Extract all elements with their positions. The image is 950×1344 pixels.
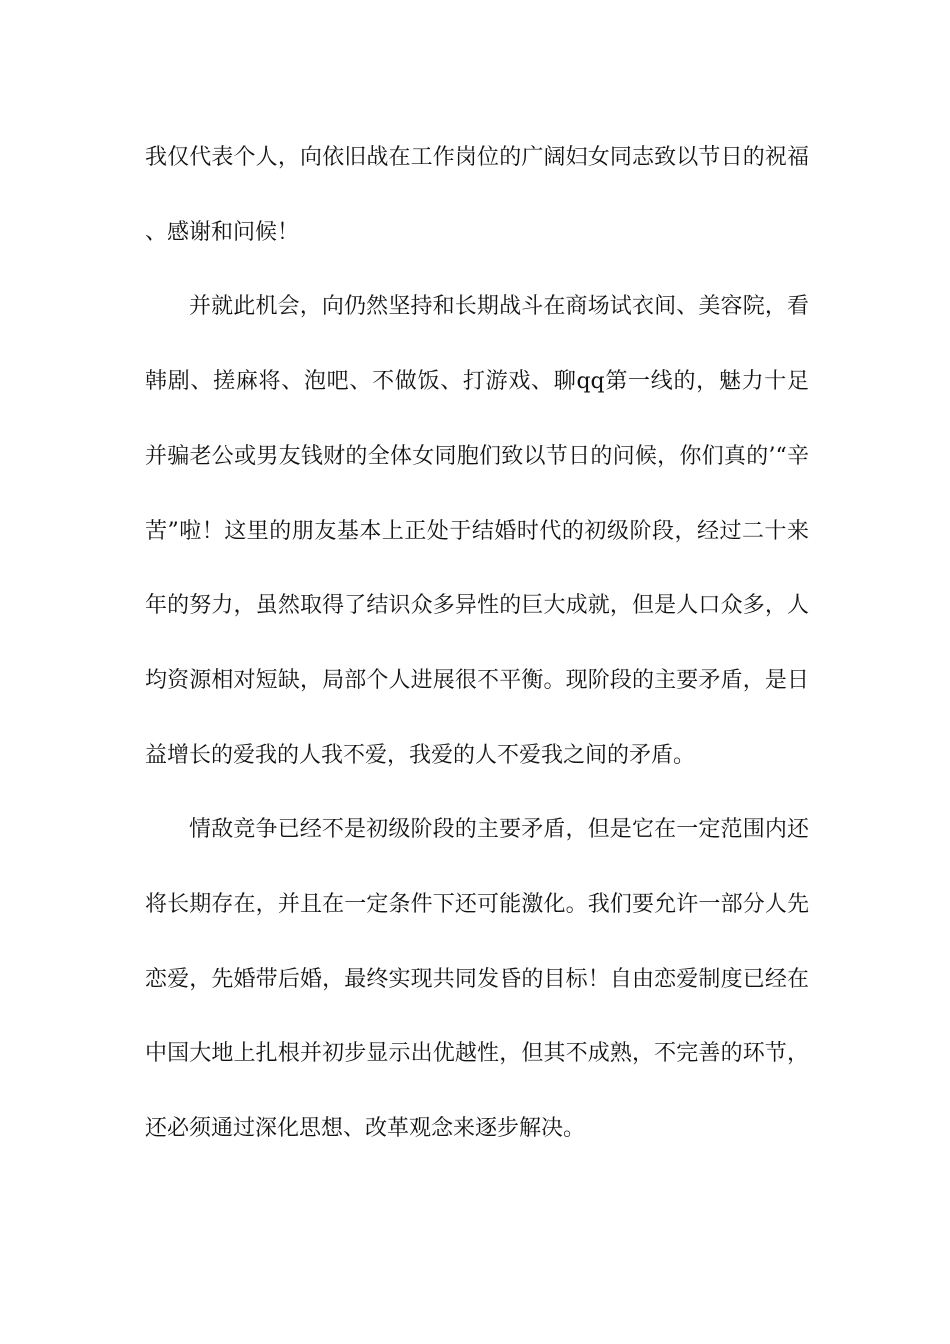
paragraph-rival-competition: 情敌竞争已经不是初级阶段的主要矛盾，但是它在一定范围内还将长期存在，并且在一定条件下还可能激化。我们要允许一部分人先恋爱，先婚带后婚，最终实现共同发昏的目标！自由恋爱制度已经在中国大地上扎根并初步显示出优越性，但其不成熟，不完善的环节，还必须通过深化思想、改革观念来逐步解决。 xyxy=(145,817,809,1142)
document-body xyxy=(145,121,809,1167)
paragraph-main-contradiction: 并就此机会，向仍然坚持和长期战斗在商场试衣间、美容院，看韩剧、搓麻将、泡吧、不做饭、打游戏、聊qq第一线的，魅力十足并骗老公或男友钱财的全体女同胞们致以节日的问候，你们真的’“辛苦”啦！这里的朋友基本上正处于结婚时代的初级阶段，经过二十来年的努力，虽然取得了结识众多异性的巨大成就，但是人口众多，人均资源相对短缺，局部个人进展很不平衡。现阶段的主要矛盾，是日益增长的爱我的人我不爱，我爱的人不爱我之间的矛盾。 xyxy=(145,294,809,768)
paragraph-greeting: 我仅代表个人，向依旧战在工作岗位的广阔妇女同志致以节日的祝福、感谢和问候！ xyxy=(145,145,809,245)
